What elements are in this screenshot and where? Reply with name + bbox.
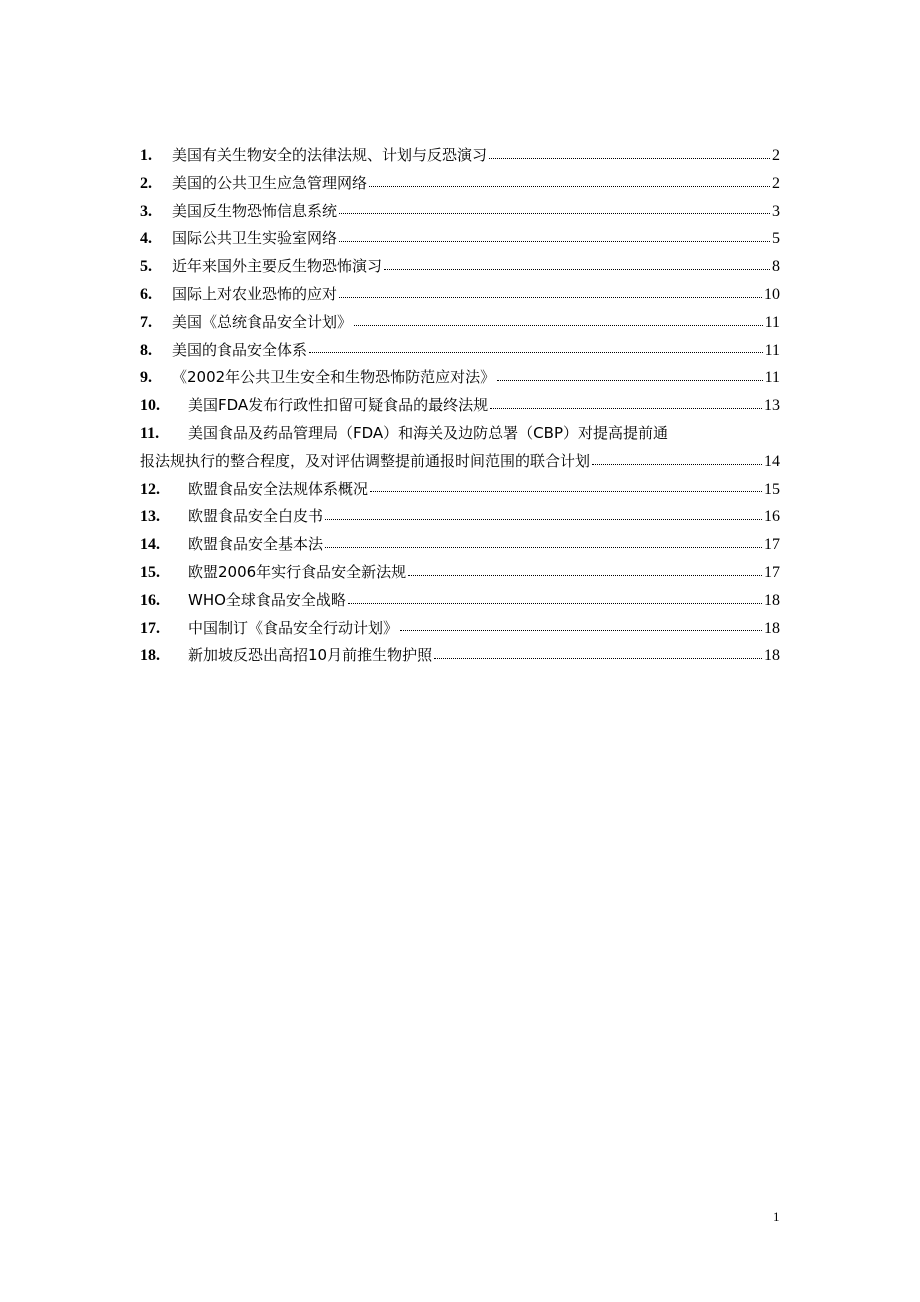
toc-entry-11[interactable] [140,420,780,476]
toc-leader-dots [325,546,762,548]
toc-entry-number: 12. [140,480,160,498]
toc-entry-page: 5 [772,230,780,248]
toc-entry-number: 16. [140,591,160,609]
toc-leader-dots [434,657,762,659]
toc-entry-9[interactable] [140,364,780,392]
toc-entry-page: 10 [764,285,780,303]
toc-entry-title: 《2002年公共卫生安全和生物恐怖防范应对法》 [172,368,496,387]
footer-page-number: 1 [773,1209,780,1224]
toc-entry-title: 国际上对农业恐怖的应对 [172,284,338,303]
toc-leader-dots [408,574,762,576]
table-of-contents [140,142,780,670]
toc-entry-title: 欧盟食品安全法规体系概况 [188,479,369,498]
toc-entry-page: 11 [764,341,780,359]
toc-entry-2[interactable] [140,170,780,198]
toc-entry-title: 美国有关生物安全的法律法规、计划与反恐演习 [172,146,488,164]
toc-entry-title: 欧盟食品安全白皮书 [188,507,324,526]
toc-entry-title: 近年来国外主要反生物恐怖演习 [172,257,383,276]
toc-entry-page: 18 [764,591,780,609]
toc-entry-16[interactable] [140,587,780,615]
toc-leader-dots [497,379,762,381]
toc-leader-dots [490,407,762,409]
toc-entry-14[interactable] [140,531,780,559]
toc-entry-title: 中国制订《食品安全行动计划》 [188,618,399,637]
toc-entry-page: 8 [772,258,780,276]
toc-entry-number: 17. [140,619,160,637]
toc-entry-title-line1: 美国食品及药品管理局（FDA）和海关及边防总署（CBP）对提高提前通 [188,423,668,442]
toc-leader-dots [339,296,762,298]
toc-leader-dots [400,629,762,631]
toc-entry-number: 10. [140,397,160,415]
toc-entry-title: 美国的公共卫生应急管理网络 [172,173,368,192]
toc-entry-page: 13 [764,397,780,415]
toc-entry-page: 17 [764,563,780,581]
toc-entry-title: 欧盟食品安全基本法 [188,535,324,554]
toc-entry-title: 美国《总统食品安全计划》 [172,312,353,331]
toc-entry-number: 6. [140,285,152,303]
toc-entry-page: 11 [764,313,780,331]
toc-leader-dots [354,324,763,326]
toc-entry-4[interactable] [140,225,780,253]
toc-entry-17[interactable] [140,615,780,643]
toc-entry-7[interactable] [140,309,780,337]
toc-entry-15[interactable] [140,559,780,587]
toc-entry-number: 11. [140,424,160,442]
toc-entry-10[interactable] [140,392,780,420]
toc-entry-number: 18. [140,647,160,665]
toc-entry-page: 2 [772,174,780,192]
toc-entry-number: 13. [140,508,160,526]
toc-entry-number: 14. [140,536,160,554]
toc-entry-number: 2. [140,174,152,192]
toc-entry-title: 新加坡反恐出高招10月前推生物护照 [188,646,433,665]
toc-entry-number: 4. [140,230,152,248]
toc-leader-dots [384,268,770,270]
toc-entry-12[interactable] [140,476,780,504]
toc-entry-1[interactable] [140,142,780,170]
toc-entry-number: 3. [140,202,152,220]
toc-entry-18[interactable] [140,642,780,670]
toc-entry-page: 2 [772,147,780,164]
toc-leader-dots [370,490,762,492]
toc-leader-dots [309,351,763,353]
toc-entry-number: 9. [140,369,152,387]
toc-entry-page: 16 [764,508,780,526]
toc-entry-page: 14 [764,452,780,470]
toc-entry-title: 美国的食品安全体系 [172,340,308,359]
toc-entry-3[interactable] [140,198,780,226]
toc-entry-number: 1. [140,147,152,164]
toc-entry-5[interactable] [140,253,780,281]
toc-leader-dots [325,518,762,520]
toc-leader-dots [339,212,770,214]
toc-entry-title-line2: 报法规执行的整合程度，及对评估调整提前通报时间范围的联合计划 [140,451,591,470]
toc-entry-title: WHO全球食品安全战略 [188,590,346,609]
toc-entry-title: 国际公共卫生实验室网络 [172,229,338,248]
toc-entry-page: 11 [764,369,780,387]
toc-entry-number: 7. [140,313,152,331]
toc-leader-dots [489,157,770,159]
toc-entry-page: 17 [764,536,780,554]
toc-entry-title: 美国反生物恐怖信息系统 [172,201,338,220]
toc-leader-dots [592,463,762,465]
toc-entry-6[interactable] [140,281,780,309]
toc-entry-number: 8. [140,341,152,359]
toc-leader-dots [348,602,762,604]
toc-entry-13[interactable] [140,503,780,531]
toc-entry-title: 美国FDA发布行政性扣留可疑食品的最终法规 [188,396,489,415]
toc-entry-8[interactable] [140,337,780,365]
toc-entry-page: 15 [764,480,780,498]
toc-entry-number: 15. [140,563,160,581]
toc-entry-number: 5. [140,258,152,276]
toc-entry-page: 3 [772,202,780,220]
toc-entry-page: 18 [764,647,780,665]
toc-entry-title: 欧盟2006年实行食品安全新法规 [188,562,407,581]
toc-entry-page: 18 [764,619,780,637]
toc-leader-dots [339,240,770,242]
toc-leader-dots [369,185,770,187]
